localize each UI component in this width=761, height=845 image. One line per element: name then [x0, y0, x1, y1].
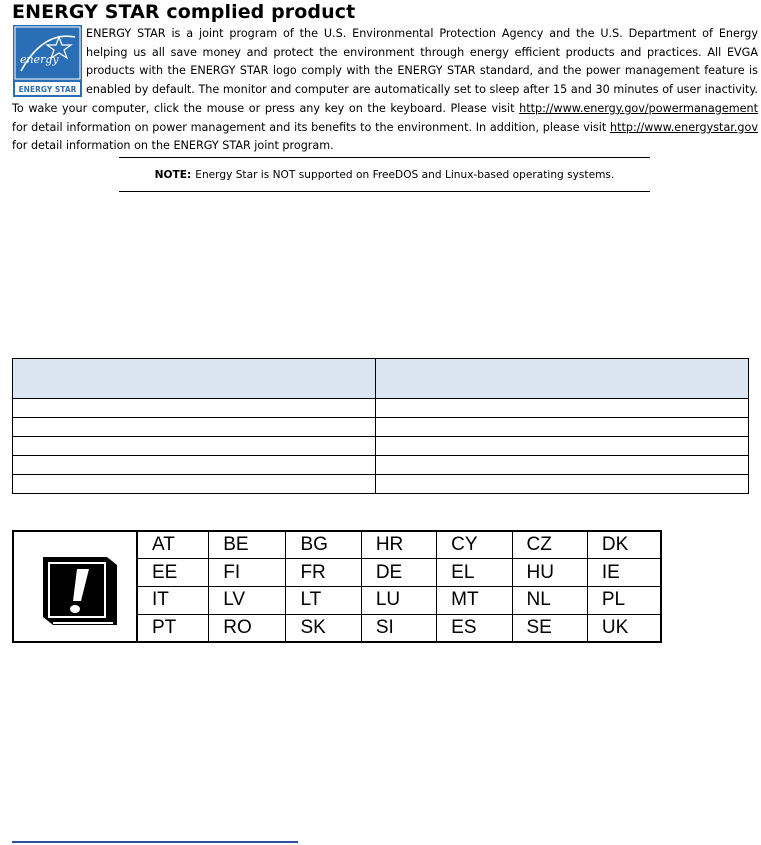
country-code: FR [286, 559, 361, 587]
country-code: HU [512, 559, 587, 587]
country-row [138, 532, 660, 559]
country-code: SE [512, 614, 587, 641]
country-code: UK [587, 614, 660, 641]
country-row [138, 559, 660, 587]
table-cell [376, 418, 749, 437]
table-cell [376, 475, 749, 494]
country-code: LV [209, 586, 286, 614]
country-code: DK [587, 532, 660, 559]
table-cell [13, 475, 376, 494]
country-row [138, 614, 660, 641]
country-code: EE [138, 559, 209, 587]
table-cell [13, 437, 376, 456]
section-title: ENERGY STAR complied product [12, 1, 356, 23]
table-header-cell [376, 359, 749, 399]
country-code: SK [286, 614, 361, 641]
country-code: RO [209, 614, 286, 641]
table-cell [13, 399, 376, 418]
logo-script-text: energy [20, 53, 59, 66]
note-label: NOTE: [154, 168, 192, 181]
warning-book-icon [21, 539, 129, 635]
table-cell [376, 456, 749, 475]
table-row [13, 437, 749, 456]
table-cell [376, 399, 749, 418]
table-header-row [13, 359, 749, 399]
table-cell [13, 456, 376, 475]
country-restriction-box [12, 530, 662, 643]
country-code: CZ [512, 532, 587, 559]
table-row [13, 456, 749, 475]
logo-label: ENERGY STAR [18, 85, 77, 94]
energystar-link[interactable]: http://www.energystar.gov [610, 120, 758, 134]
country-code: HR [361, 532, 436, 559]
warning-cell [14, 532, 138, 641]
country-code: CY [437, 532, 512, 559]
country-code: IT [138, 586, 209, 614]
power-management-link[interactable]: http://www.energy.gov/powermanagement [519, 101, 758, 115]
table-row [13, 475, 749, 494]
table-cell [376, 437, 749, 456]
table-header-cell [13, 359, 376, 399]
country-code: MT [437, 586, 512, 614]
country-code: LT [286, 586, 361, 614]
table-row [13, 418, 749, 437]
country-code-table [138, 532, 660, 641]
country-code: EL [437, 559, 512, 587]
footnote-separator [12, 841, 298, 843]
empty-table [12, 358, 749, 494]
table-cell [13, 418, 376, 437]
country-code: NL [512, 586, 587, 614]
country-code: PT [138, 614, 209, 641]
note-box [119, 157, 650, 192]
country-code: BE [209, 532, 286, 559]
paragraph-part-1: ENERGY STAR is a joint program of the U.S. Environmental Protection Agency and the U.S. Department of Energy helping us all save money and protect the environment through energy efficient products and practices. All EVGA products with the ENERGY STAR logo comply with the ENERGY STAR standard, and the power management feature is enabled by default. The monitor and computer are automatically set to sleep after 15 and 30 minutes of user inactivity. To wake your computer, click the mouse or press any key on the keyboard. Please visit [12, 27, 758, 115]
table-row [13, 399, 749, 418]
country-code: DE [361, 559, 436, 587]
note-text: Energy Star is NOT supported on FreeDOS and Linux-based operating systems. [195, 168, 615, 181]
country-code: ES [437, 614, 512, 641]
country-code: BG [286, 532, 361, 559]
country-row [138, 586, 660, 614]
country-code: IE [587, 559, 660, 587]
country-code: FI [209, 559, 286, 587]
energy-star-paragraph [12, 25, 758, 156]
country-code: AT [138, 532, 209, 559]
paragraph-part-2: for detail information on power management and its benefits to the environment. In addition, please visit [12, 120, 610, 134]
country-code: SI [361, 614, 436, 641]
paragraph-part-3: for detail information on the ENERGY STAR joint program. [12, 139, 334, 153]
country-code: LU [361, 586, 436, 614]
country-code: PL [587, 586, 660, 614]
